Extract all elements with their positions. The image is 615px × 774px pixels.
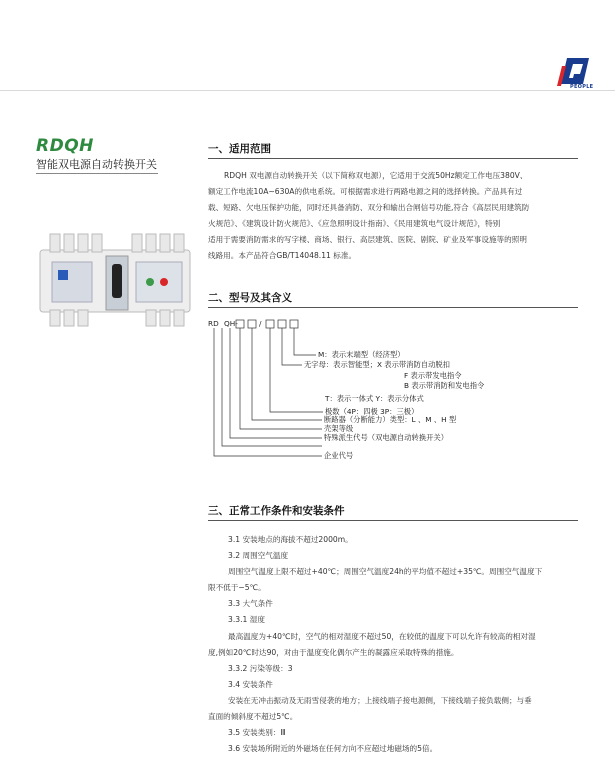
section-2-title: 二、型号及其含义 [208,292,292,304]
legend-label: 特殊派生代号（双电源自动转换开关） [324,433,449,442]
condition-line: 3.4 安装条件 [228,679,273,689]
condition-line: 直面的倾斜度不超过5℃。 [208,712,298,722]
legend-label: 断路器（分断能力）类型：L 、M 、H 型 [324,415,457,424]
condition-line: 周围空气温度上限不超过+40℃；周围空气温度24h的平均值不超过+35℃。周围空气温度下 [228,567,543,577]
legend-label: B 表示带消防和发电指令 [404,381,485,390]
section-3-body [208,532,588,757]
switch-device-icon [36,232,194,330]
paragraph-line: 额定工作电流10A~630A的供电系统。可根据需求进行两路电源之间的选择转换。产品具有过 [208,187,523,196]
paragraph-line: 火规范》、《建筑设计防火规范》、《应急照明设计指南》、《民用建筑电气设计规范》，特别 [208,219,501,228]
logo-text: PEOPLE [570,84,594,90]
legend-label: 无字母：表示智能型；X 表示带消防自动脱扣 [304,360,450,369]
model-code-diagram [208,318,588,468]
condition-line: 最高温度为+40℃时，空气的相对湿度不超过50，在较低的温度下可以允许有较高的相对湿 [228,631,536,641]
diagram-lines [208,318,588,468]
product-name-underline [36,173,158,174]
legend-label: 极数（4P：四极 3P：三极） [325,407,419,416]
code-prefix: RD [208,319,219,328]
code-mid: QH- [224,319,238,328]
condition-line: 3.2 周围空气温度 [228,551,289,561]
paragraph-line: 适用于需要消防需求的写字楼、商场、银行、高层建筑、医院、剧院、矿业及军事设施等的照明 [208,235,527,244]
section-1-body [208,168,588,264]
legend-label: 企业代号 [324,451,354,460]
paragraph-line: 线路用。本产品符合GB/T14048.11 标准。 [208,251,357,260]
condition-line: 3.5 安装类别：Ⅲ [228,728,286,738]
condition-line: 度,例如20℃时达90，对由于温度变化偶尔产生的凝露应采取特殊的措施。 [208,647,459,657]
condition-line: 3.1 安装地点的海拔不超过2000m。 [228,535,353,544]
product-image [36,232,194,330]
condition-line: 3.3.2 污染等级：3 [228,663,293,673]
section-1-title: 一、适用范围 [208,143,271,155]
paragraph-line: RDQH 双电源自动转换开关（以下简称双电源），它适用于交流50Hz额定工作电压380V、 [224,171,528,180]
code-separator: / [259,319,262,328]
legend-label: F 表示带发电指令 [404,371,462,380]
product-name: 智能双电源自动转换开关 [36,158,157,171]
legend-label: M：表示末端型（经济型） [318,350,405,359]
condition-line: 安装在无冲击振动及无雨雪侵袭的地方；上接线端子接电源侧，下接线端子接负载侧；与垂 [228,695,532,705]
header-rule [0,90,615,91]
condition-line: 3.3 大气条件 [228,599,273,609]
condition-line: 3.3.1 湿度 [228,615,265,625]
condition-line: 限不低于−5℃。 [208,583,266,593]
section-2-rule [208,307,578,308]
legend-label: 壳架等级 [324,424,354,433]
section-1-rule [208,158,578,159]
section-3-title: 三、正常工作条件和安装条件 [208,505,345,517]
section-3-rule [208,520,578,521]
product-model: RDQH [36,136,94,156]
legend-label: T：表示一体式 Y：表示分体式 [325,394,424,403]
condition-line: 3.6 安装场所附近的外磁场在任何方向不应超过地磁场的5倍。 [228,744,438,754]
paragraph-line: 载、短路、欠电压保护功能，同时还具备消防、双分和输出合闸信号功能,符合《高层民用建筑防 [208,203,530,212]
